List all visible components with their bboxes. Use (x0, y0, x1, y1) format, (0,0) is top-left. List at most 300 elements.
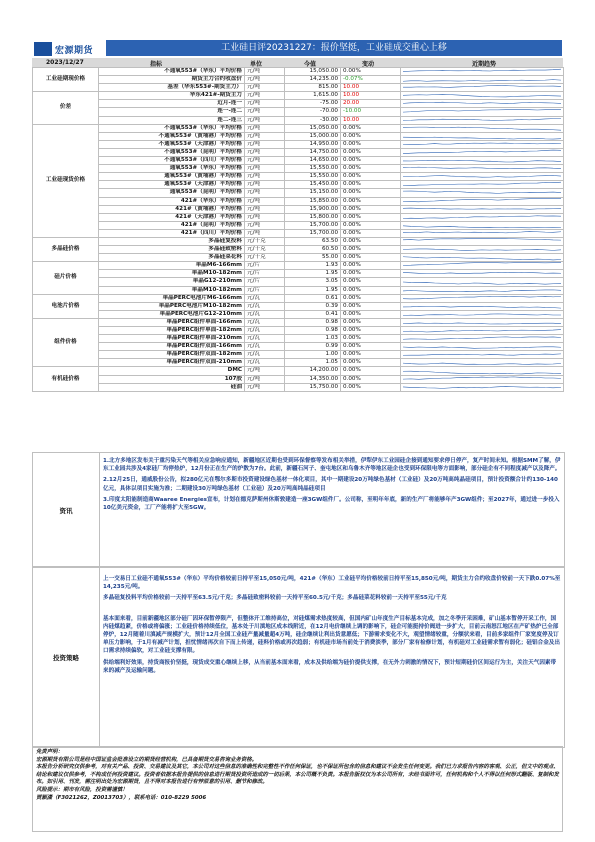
indicator-name: 单晶M10-182mm (99, 270, 245, 278)
trend-sparkline (403, 133, 561, 140)
trend-sparkline (403, 327, 561, 334)
trend-line (403, 103, 561, 104)
trend-sparkline (403, 117, 561, 124)
category-label: 组件价格 (33, 318, 99, 367)
trend-line (403, 323, 561, 324)
table-row (33, 302, 564, 310)
trend-sparkline (403, 92, 561, 99)
indicator-name: 单晶PERC组件单面-182mm (99, 327, 245, 335)
category-label: 工业硅期现价格 (33, 68, 99, 92)
unit-cell: 元/吨 (245, 221, 285, 229)
indicator-name: 421#（黄埔港）平均价格 (99, 205, 245, 213)
header-value: 今值 (304, 61, 317, 68)
change-cell: 0.00% (341, 351, 401, 359)
table-row (33, 367, 564, 375)
trend-cell (401, 116, 564, 124)
trend-line (403, 386, 561, 388)
value-cell: 1.05 (285, 359, 341, 367)
change-cell: 0.00% (341, 302, 401, 310)
indicator-name: 单晶PERC组件双面-166mm (99, 343, 245, 351)
value-cell: 63.50 (285, 237, 341, 245)
indicator-name: 单晶PERC组件单面-210mm (99, 335, 245, 343)
indicator-name: DMC (99, 367, 245, 375)
trend-sparkline (403, 303, 561, 310)
value-cell: 815.00 (285, 84, 341, 92)
trend-cell (401, 221, 564, 229)
table-row (33, 318, 564, 326)
value-cell: 15,550.00 (285, 173, 341, 181)
change-cell: 0.00% (341, 189, 401, 197)
trend-cell (401, 124, 564, 132)
unit-cell: 元/吨 (245, 140, 285, 148)
unit-cell: 元/吨 (245, 375, 285, 383)
indicator-name: 不通氧553#（黄埔港）平均价格 (99, 132, 245, 140)
change-cell: 0.00% (341, 148, 401, 156)
value-cell: -75.00 (285, 100, 341, 108)
trend-sparkline (403, 246, 561, 253)
unit-cell: 元/吨 (245, 84, 285, 92)
table-row (33, 116, 564, 124)
table-row (33, 270, 564, 278)
value-cell: 1.95 (285, 270, 341, 278)
trend-line (403, 282, 561, 284)
trend-line (403, 371, 561, 374)
indicator-name: 不通氧553#（华东）平均价格 (99, 68, 245, 76)
table-row (33, 173, 564, 181)
unit-cell: 元/瓦 (245, 335, 285, 343)
trend-line (403, 330, 561, 332)
unit-cell: 元/吨 (245, 173, 285, 181)
table-row (33, 197, 564, 205)
value-cell: 15,750.00 (285, 383, 341, 391)
trend-sparkline (403, 141, 561, 148)
trend-sparkline (403, 100, 561, 107)
report-title: 工业硅日评20231227：报价坚挺，工业硅成交重心上移 (106, 40, 562, 56)
trend-line (403, 137, 561, 139)
value-cell: 14,350.00 (285, 375, 341, 383)
indicator-name: 421#（四川）平均价格 (99, 229, 245, 237)
trend-line (403, 109, 561, 111)
unit-cell: 元/瓦 (245, 351, 285, 359)
trend-sparkline (403, 84, 561, 91)
trend-line (403, 226, 561, 228)
indicator-name: 421#（天津港）平均价格 (99, 213, 245, 221)
change-cell: 0.00% (341, 181, 401, 189)
value-cell: -70.00 (285, 108, 341, 116)
unit-cell: 元/吨 (245, 165, 285, 173)
strategy-body (103, 575, 561, 678)
logo-text: 宏源期货 (55, 45, 94, 56)
trend-sparkline (403, 238, 561, 245)
trend-sparkline (403, 262, 561, 269)
change-cell: 0.00% (341, 197, 401, 205)
change-cell: 0.00% (341, 335, 401, 343)
trend-cell (401, 327, 564, 335)
table-row (33, 124, 564, 132)
trend-cell (401, 359, 564, 367)
trend-cell (401, 351, 564, 359)
trend-sparkline (403, 384, 561, 391)
indicator-name: 基差（华东553#-期货主力） (99, 84, 245, 92)
table-row (33, 237, 564, 245)
change-cell: 0.00% (341, 270, 401, 278)
change-cell: 0.00% (341, 310, 401, 318)
table-row (33, 189, 564, 197)
trend-line (403, 314, 561, 316)
trend-cell (401, 165, 564, 173)
trend-line (403, 257, 561, 260)
unit-cell: 元/瓦 (245, 318, 285, 326)
trend-cell (401, 262, 564, 270)
table-row (33, 92, 564, 100)
change-cell: 0.00% (341, 205, 401, 213)
change-cell: 0.00% (341, 262, 401, 270)
change-cell: 0.00% (341, 294, 401, 302)
trend-sparkline (403, 198, 561, 205)
trend-sparkline (403, 214, 561, 221)
change-cell: 20.00 (341, 100, 401, 108)
trend-cell (401, 237, 564, 245)
trend-cell (401, 181, 564, 189)
unit-cell: 元/吨 (245, 213, 285, 221)
indicator-name: 通氧553#（昆明）平均价格 (99, 189, 245, 197)
disclaimer-line: 贾颖潇（F3021262，Z0013703），联系电话：010-8229 5006 (36, 794, 207, 801)
value-cell: 1.00 (285, 351, 341, 359)
value-cell: 60.50 (285, 246, 341, 254)
value-cell: 14,200.00 (285, 367, 341, 375)
change-cell: 0.00% (341, 367, 401, 375)
trend-sparkline (403, 376, 561, 383)
trend-cell (401, 173, 564, 181)
trend-cell (401, 157, 564, 165)
value-cell: 0.99 (285, 343, 341, 351)
indicator-name: 单晶PERC组件双面-210mm (99, 359, 245, 367)
header-date: 2023/12/27 (46, 59, 84, 66)
change-cell: 10.00 (341, 92, 401, 100)
trend-sparkline (403, 68, 561, 75)
trend-sparkline (403, 157, 561, 164)
trend-cell (401, 132, 564, 140)
table-row (33, 165, 564, 173)
category-label: 有机硅价格 (33, 367, 99, 391)
change-cell: 0.00% (341, 254, 401, 262)
unit-cell: 元/片 (245, 262, 285, 270)
indicator-name: 多晶硅复投料 (99, 237, 245, 245)
unit-cell: 元/吨 (245, 383, 285, 391)
table-row (33, 84, 564, 92)
strategy-paragraph: 供给端利好效果，持货商报价坚挺，现货成交重心继续上移，从当前基本面来看，成本及供给端为硅价提供支撑，在无外力刺激的情况下，预计短期硅价区间运行为主，关注天气因素带来的减产及运输问题。 (103, 659, 557, 674)
unit-cell: 元/吨 (245, 100, 285, 108)
unit-cell: 元/吨 (245, 116, 285, 124)
change-cell: 0.00% (341, 246, 401, 254)
indicator-name: 多晶硅菜花料 (99, 254, 245, 262)
change-cell: 0.00% (341, 278, 401, 286)
trend-line (403, 143, 561, 145)
change-cell: 0.00% (341, 173, 401, 181)
value-cell: 14,235.00 (285, 76, 341, 84)
table-row (33, 100, 564, 108)
value-cell: 15,850.00 (285, 197, 341, 205)
trend-line (403, 337, 561, 339)
unit-cell: 元/千克 (245, 246, 285, 254)
trend-sparkline (403, 287, 561, 294)
strategy-section (32, 566, 565, 748)
header-trend: 近期趋势 (472, 61, 497, 68)
trend-cell (401, 84, 564, 92)
table-row (33, 335, 564, 343)
trend-sparkline (403, 125, 561, 132)
table-row (33, 148, 564, 156)
header-change: 变动 (362, 61, 375, 68)
unit-cell: 元/瓦 (245, 294, 285, 302)
trend-line (403, 273, 561, 274)
value-cell: 1.93 (285, 262, 341, 270)
indicator-name: 421#（昆明）平均价格 (99, 221, 245, 229)
table-row (33, 262, 564, 270)
price-table (32, 67, 564, 392)
indicator-name: 通氧553#（天津港）平均价格 (99, 181, 245, 189)
trend-sparkline (403, 173, 561, 180)
trend-cell (401, 213, 564, 221)
indicator-name: 期货主力合约收盘价 (99, 76, 245, 84)
unit-cell: 元/吨 (245, 181, 285, 189)
unit-cell: 元/瓦 (245, 302, 285, 310)
table-row (33, 181, 564, 189)
indicator-name: 单晶PERC组件单面-166mm (99, 318, 245, 326)
change-cell: 0.00% (341, 375, 401, 383)
unit-cell: 元/瓦 (245, 359, 285, 367)
value-cell: 1.95 (285, 286, 341, 294)
change-cell: 0.00% (341, 68, 401, 76)
unit-cell: 元/瓦 (245, 327, 285, 335)
indicator-name: 近月-连一 (99, 100, 245, 108)
trend-line (403, 249, 561, 251)
trend-sparkline (403, 359, 561, 366)
trend-sparkline (403, 189, 561, 196)
trend-line (403, 118, 561, 120)
table-row (33, 343, 564, 351)
table-row (33, 254, 564, 262)
value-cell: 1.03 (285, 335, 341, 343)
trend-cell (401, 318, 564, 326)
change-cell: 0.00% (341, 140, 401, 148)
trend-cell (401, 229, 564, 237)
trend-line (403, 127, 561, 130)
unit-cell: 元/千克 (245, 254, 285, 262)
trend-sparkline (403, 222, 561, 229)
header-unit: 单位 (250, 61, 263, 68)
value-cell: 55.00 (285, 254, 341, 262)
trend-sparkline (403, 230, 561, 237)
news-item: 2.12月25日，通威股份公告，拟280亿元在鄂尔多斯市投资建设绿色基材一体化项目，其中一期建设20万吨绿色基材（工业硅）及20万吨高纯晶硅项目，预计投资额合计约130-140亿元，具体以项目实施为准；二期建设30万吨绿色基材（工业硅）及20万吨高纯晶硅项目 (103, 477, 558, 492)
news-section (32, 452, 565, 568)
logo-mark-icon (34, 42, 52, 56)
indicator-name: 单晶M6-166mm (99, 262, 245, 270)
trend-line (403, 263, 561, 266)
trend-cell (401, 302, 564, 310)
trend-cell (401, 383, 564, 391)
strategy-label: 投资策略 (33, 567, 100, 747)
trend-cell (401, 189, 564, 197)
indicator-name: 连二-连三 (99, 116, 245, 124)
table-row (33, 246, 564, 254)
unit-cell: 元/吨 (245, 92, 285, 100)
trend-line (403, 376, 561, 378)
trend-sparkline (403, 311, 561, 318)
table-row (33, 205, 564, 213)
trend-line (403, 160, 561, 162)
value-cell: 15,700.00 (285, 229, 341, 237)
change-cell: -0.07% (341, 76, 401, 84)
table-row (33, 294, 564, 302)
table-row (33, 157, 564, 165)
change-cell: 0.00% (341, 124, 401, 132)
table-row (33, 229, 564, 237)
trend-line (403, 95, 561, 98)
value-cell: 15,050.00 (285, 124, 341, 132)
unit-cell: 元/瓦 (245, 343, 285, 351)
trend-sparkline (403, 109, 561, 116)
trend-sparkline (403, 368, 561, 375)
table-row (33, 327, 564, 335)
indicator-name: 不通氧553#（天津港）平均价格 (99, 140, 245, 148)
trend-cell (401, 310, 564, 318)
company-logo (34, 40, 104, 58)
trend-line (403, 192, 561, 194)
change-cell: 0.00% (341, 237, 401, 245)
unit-cell: 元/片 (245, 270, 285, 278)
trend-line (403, 289, 561, 291)
value-cell: 15,050.00 (285, 68, 341, 76)
trend-sparkline (403, 335, 561, 342)
trend-line (403, 296, 561, 299)
trend-line (403, 354, 561, 355)
trend-cell (401, 68, 564, 76)
disclaimer-line: 免责声明： (36, 749, 63, 755)
table-row (33, 68, 564, 76)
news-item: 1.北方多地区发布关于重污染天气等相关应急响应通知，新疆地区近期也受到环保督察等发布相关举措，伊犁伊东工业园硅企接到通知要求停日停产，复产时间未知。根据SMM了解，伊东工业园共涉及4家硅厂均停热炉，12月份正在生产的炉数为7台。此前，新疆石河子、奎屯地区和乌鲁木齐等地区硅企也受到环保限电等方面影响，部分硅企有不同程度减产以及降产。 (103, 458, 561, 473)
indicator-name: 通氧553#（黄埔港）平均价格 (99, 173, 245, 181)
trend-sparkline (403, 319, 561, 326)
trend-cell (401, 278, 564, 286)
value-cell: 3.05 (285, 278, 341, 286)
trend-cell (401, 108, 564, 116)
change-cell: 0.00% (341, 132, 401, 140)
table-row (33, 359, 564, 367)
value-cell: 14,650.00 (285, 157, 341, 165)
disclaimer-line: 本报告分析研究仅供参考，对有关产品、投资、交易建议及其它，本公司对这些信息的准确性和完整性不作任何保证，也不保证所包含的信息和建议不会发生任何变更。我们已力求报告内容的客观、公正，但文中的观点、结论和建议仅供参考，不构成任何投资建议。投资者依据本报告提供的信息进行期货投资所造成的一切后果，本公司概不负责。本报告版权仅为本公司所有，未经书面许可，任何机构和个人不得以任何形式翻版、复制和发布。如引用、刊发，需注明出处为宏源期货，且不得对本报告进行有悖原意的引用、删节和修改。 (36, 764, 559, 786)
unit-cell: 元/片 (245, 286, 285, 294)
value-cell: -30.00 (285, 116, 341, 124)
table-row (33, 140, 564, 148)
trend-line (403, 80, 561, 82)
trend-cell (401, 100, 564, 108)
strategy-paragraph: 多晶硅复投料平均价格较前一天持平至63.5元/千克；多晶硅致密料较前一天持平至60.5元/千克；多晶硅菜花料较前一天持平至55元/千克 (103, 595, 447, 602)
unit-cell: 元/吨 (245, 205, 285, 213)
category-label: 多晶硅价格 (33, 237, 99, 261)
trend-cell (401, 148, 564, 156)
price-table-body (33, 68, 564, 392)
trend-sparkline (403, 181, 561, 188)
indicator-name: 不通氧553#（华东）平均价格 (99, 124, 245, 132)
value-cell: 15,800.00 (285, 213, 341, 221)
trend-line (403, 363, 561, 364)
trend-cell (401, 76, 564, 84)
trend-cell (401, 254, 564, 262)
value-cell: 0.98 (285, 327, 341, 335)
indicator-name: 多晶硅致密料 (99, 246, 245, 254)
trend-cell (401, 286, 564, 294)
category-label: 价差 (33, 92, 99, 124)
unit-cell: 元/吨 (245, 76, 285, 84)
trend-cell (401, 294, 564, 302)
indicator-name: 连一-连二 (99, 108, 245, 116)
category-label: 电池片价格 (33, 294, 99, 318)
trend-sparkline (403, 149, 561, 156)
value-cell: 0.41 (285, 310, 341, 318)
indicator-name: 单晶PERC电池片G12-210mm (99, 310, 245, 318)
change-cell: 0.00% (341, 327, 401, 335)
indicator-name: 单晶PERC电池片M6-166mm (99, 294, 245, 302)
strategy-paragraph: 上一交易日工业硅不通氧553#（华东）平均价格较前日持平至15,050元/吨，421#（华东）工业硅平均价格较前日持平至15,850元/吨，期货主力合约收盘价较前一天下跌0.07%至14,235元/吨。 (103, 576, 561, 591)
table-row (33, 375, 564, 383)
unit-cell: 元/吨 (245, 108, 285, 116)
trend-sparkline (403, 76, 561, 83)
value-cell: 15,000.00 (285, 132, 341, 140)
indicator-name: 421#（华东）平均价格 (99, 197, 245, 205)
unit-cell: 元/吨 (245, 367, 285, 375)
value-cell: 15,150.00 (285, 189, 341, 197)
trend-cell (401, 343, 564, 351)
trend-line (403, 215, 561, 218)
value-cell: 0.39 (285, 302, 341, 310)
table-header (32, 58, 563, 67)
unit-cell: 元/吨 (245, 189, 285, 197)
unit-cell: 元/吨 (245, 197, 285, 205)
change-cell: 10.00 (341, 84, 401, 92)
table-row (33, 278, 564, 286)
change-cell: 10.00 (341, 116, 401, 124)
indicator-name: 通氧553#（华东）平均价格 (99, 165, 245, 173)
trend-line (403, 239, 561, 240)
trend-sparkline (403, 351, 561, 358)
indicator-name: 单晶M10-182mm (99, 286, 245, 294)
value-cell: 14,750.00 (285, 148, 341, 156)
indicator-name: 华东421#-期货主力 (99, 92, 245, 100)
indicator-name: 不通氧553#（昆明）平均价格 (99, 148, 245, 156)
indicator-name: 硅油 (99, 383, 245, 391)
unit-cell: 元/片 (245, 278, 285, 286)
trend-sparkline (403, 343, 561, 350)
table-row (33, 383, 564, 391)
change-cell: 0.00% (341, 318, 401, 326)
disclaimer (32, 746, 563, 832)
news-body (103, 457, 561, 515)
trend-line (403, 176, 561, 178)
unit-cell: 元/吨 (245, 132, 285, 140)
change-cell: 0.00% (341, 213, 401, 221)
trend-line (403, 231, 561, 232)
unit-cell: 元/瓦 (245, 310, 285, 318)
change-cell: -10.00 (341, 108, 401, 116)
trend-sparkline (403, 278, 561, 285)
trend-sparkline (403, 295, 561, 302)
indicator-name: 107胶 (99, 375, 245, 383)
unit-cell: 元/千克 (245, 237, 285, 245)
value-cell: 1,615.00 (285, 92, 341, 100)
value-cell: 0.98 (285, 318, 341, 326)
trend-sparkline (403, 270, 561, 277)
